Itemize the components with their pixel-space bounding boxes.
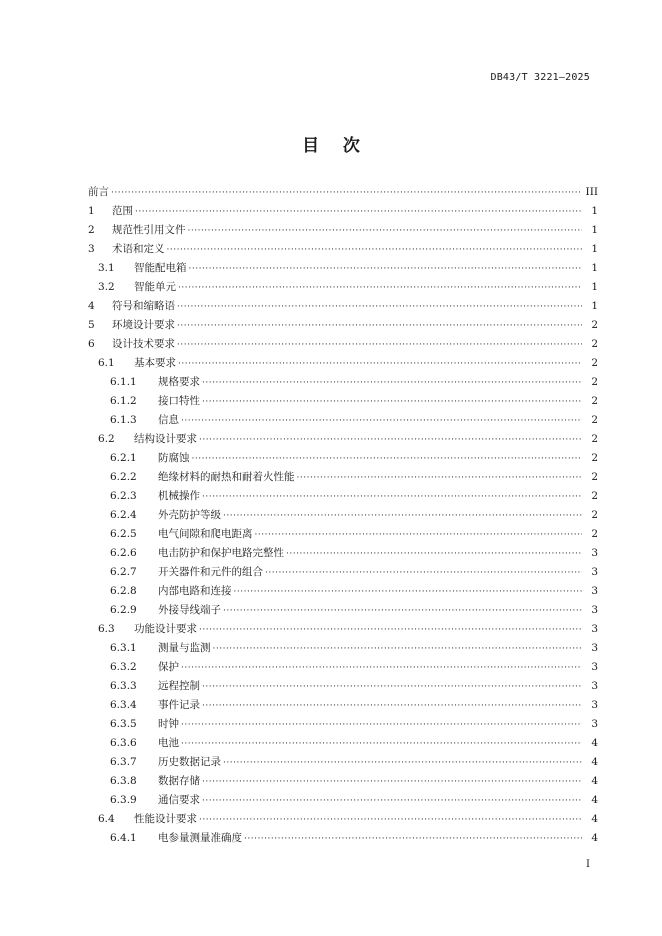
toc-entry-number: 6.3.2 [110,661,137,673]
toc-entry-page: 3 [591,661,598,673]
dot-leader [177,317,582,336]
toc-entry-title: 结构设计要求 [134,433,197,445]
dot-leader [177,336,582,355]
toc-entry[interactable] [88,696,598,715]
toc-entry[interactable] [88,506,598,525]
toc-entry-title: 规格要求 [158,376,200,388]
toc-entry-title: 规范性引用文件 [112,224,186,236]
dot-leader [181,735,582,754]
toc-entry-page: 1 [591,262,598,274]
toc-entry-title: 接口特性 [158,395,200,407]
toc-entry[interactable] [88,658,598,677]
toc-entry[interactable] [88,791,598,810]
toc-entry-number: 6.2.1 [110,452,137,464]
toc-entry-page: 3 [591,604,598,616]
dot-leader [234,583,583,602]
toc-entry-number: 6.1.3 [110,414,137,426]
dot-leader [213,640,583,659]
toc-entry-page: 3 [591,623,598,635]
toc-entry-title: 外壳防护等级 [158,509,221,521]
dot-leader [202,678,582,697]
toc-entry-title: 保护 [158,661,179,673]
dot-leader [199,811,582,830]
toc-entry-page: 3 [591,718,598,730]
dot-leader [192,450,583,469]
dot-leader [181,716,582,735]
toc-entry-title: 基本要求 [134,357,176,369]
toc-entry[interactable] [88,544,598,563]
toc-entry-number: 6.2 [98,433,115,445]
toc-entry-title: 电击防护和保护电路完整性 [158,547,284,559]
toc-entry-number: 4 [88,300,95,312]
toc-entry-number: 5 [88,319,95,331]
toc-entry-page: 2 [591,395,598,407]
toc-entry-page: 2 [591,319,598,331]
toc-entry-number: 6.3.4 [110,699,137,711]
toc-entry[interactable] [88,449,598,468]
toc-entry-page: 2 [591,338,598,350]
toc-entry-number: 6.4.1 [110,832,137,844]
dot-leader [244,830,582,849]
toc-entry-number: 6.1.2 [110,395,137,407]
dot-leader [255,526,583,545]
toc-entry[interactable] [88,278,598,297]
toc-entry-page: 2 [591,490,598,502]
toc-entry-page: 2 [591,471,598,483]
toc-entry-title: 时钟 [158,718,179,730]
toc-entry-number: 3.1 [98,262,115,274]
toc-entry-page: 2 [591,414,598,426]
dot-leader [189,260,583,279]
toc-entry-number: 6.3.7 [110,756,137,768]
toc-entry-number: 6.2.2 [110,471,137,483]
toc-entry-title: 数据存储 [158,775,200,787]
toc-entry[interactable] [88,829,598,848]
toc-entry-page: 2 [591,509,598,521]
toc-entry[interactable] [88,639,598,658]
dot-leader [202,697,582,716]
toc-entry[interactable] [88,753,598,772]
toc-entry-title: 历史数据记录 [158,756,221,768]
toc-entry-title: 电气间隙和爬电距离 [158,528,253,540]
toc-entry-number: 6.3 [98,623,115,635]
dot-leader [223,754,582,773]
toc-entry-page: 4 [591,737,598,749]
page-number: I [586,859,590,870]
dot-leader [181,412,582,431]
dot-leader [199,431,582,450]
toc-entry-title: 范围 [112,205,133,217]
toc-entry-title: 电池 [158,737,179,749]
toc-entry[interactable] [88,202,598,221]
toc-entry[interactable] [88,316,598,335]
toc-entry[interactable] [88,601,598,620]
toc-entry-title: 设计技术要求 [112,338,175,350]
toc-entry-page: 4 [591,813,598,825]
toc-entry[interactable] [88,354,598,373]
toc-entry[interactable] [88,183,598,202]
dot-leader [167,241,583,260]
toc-entry-number: 6.1.1 [110,376,137,388]
toc-entry[interactable] [88,240,598,259]
toc-entry-number: 6.2.3 [110,490,137,502]
toc-entry-number: 6.2.7 [110,566,137,578]
toc-entry[interactable] [88,734,598,753]
page-title: 目 次 [302,136,360,156]
toc-entry-page: 3 [591,585,598,597]
toc-entry-page: 3 [591,699,598,711]
toc-entry-title: 术语和定义 [112,243,165,255]
toc-entry-page: 2 [591,357,598,369]
toc-entry-title: 绝缘材料的耐热和耐着火性能 [158,471,295,483]
toc-entry-page: 1 [591,224,598,236]
toc-entry-number: 6.3.8 [110,775,137,787]
toc-entry-number: 6.2.5 [110,528,137,540]
toc-entry-page: 2 [591,452,598,464]
dot-leader [202,374,582,393]
dot-leader [202,393,582,412]
toc-entry-number: 6.3.9 [110,794,137,806]
toc-entry-page: 1 [591,300,598,312]
toc-entry-number: 6.3.3 [110,680,137,692]
toc-entry[interactable] [88,563,598,582]
dot-leader [265,564,582,583]
toc-entry-title: 符号和缩略语 [112,300,175,312]
toc-entry-page: 2 [591,433,598,445]
dot-leader [202,792,582,811]
toc-entry-title: 外接导线端子 [158,604,221,616]
toc-entry-page: III [585,186,598,198]
toc-entry-number: 6.2.8 [110,585,137,597]
toc-entry-page: 1 [591,205,598,217]
toc-entry-page: 3 [591,547,598,559]
toc-entry-title: 前言 [88,186,109,198]
toc-entry[interactable] [88,392,598,411]
toc-entry-title: 环境设计要求 [112,319,175,331]
toc-entry-number: 3 [88,243,95,255]
document-code: DB43/T 3221—2025 [490,72,590,83]
dot-leader [178,355,582,374]
toc-entry-title: 内部电路和连接 [158,585,232,597]
dot-leader [202,488,582,507]
toc-entry-page: 2 [591,376,598,388]
dot-leader [297,469,583,488]
toc-entry-title: 信息 [158,414,179,426]
toc-entry-number: 6.3.5 [110,718,137,730]
toc-entry-title: 远程控制 [158,680,200,692]
toc-entry[interactable] [88,525,598,544]
toc-entry-number: 6.2.6 [110,547,137,559]
toc-entry-page: 2 [591,528,598,540]
toc-entry[interactable] [88,259,598,278]
toc-entry[interactable] [88,297,598,316]
toc-entry-title: 电参量测量准确度 [158,832,242,844]
toc-entry-number: 6.2.4 [110,509,137,521]
toc-entry-page: 1 [591,243,598,255]
dot-leader [199,621,582,640]
toc-entry-page: 3 [591,680,598,692]
toc-entry[interactable] [88,620,598,639]
dot-leader [135,203,582,222]
toc-entry-title: 开关器件和元件的组合 [158,566,263,578]
toc-entry[interactable] [88,430,598,449]
toc-entry-page: 4 [591,832,598,844]
toc-entry-number: 6.2.9 [110,604,137,616]
toc-entry-page: 1 [591,281,598,293]
toc-entry[interactable] [88,677,598,696]
toc-entry-title: 智能单元 [134,281,176,293]
toc-entry-title: 事件记录 [158,699,200,711]
dot-leader [223,507,582,526]
dot-leader [111,184,582,203]
toc-entry[interactable] [88,810,598,829]
toc-entry-title: 测量与监测 [158,642,211,654]
toc-entry[interactable] [88,487,598,506]
toc-entry[interactable] [88,468,598,487]
toc-entry-page: 3 [591,642,598,654]
toc-entry[interactable] [88,373,598,392]
toc-entry-page: 4 [591,756,598,768]
toc-entry-title: 防腐蚀 [158,452,190,464]
dot-leader [202,773,582,792]
toc-entry-title: 智能配电箱 [134,262,187,274]
toc-entry-number: 2 [88,224,95,236]
toc-entry-number: 6.4 [98,813,115,825]
toc-entry[interactable] [88,411,598,430]
toc-entry-title: 通信要求 [158,794,200,806]
toc-entry[interactable] [88,582,598,601]
toc-entry[interactable] [88,715,598,734]
toc-entry-title: 性能设计要求 [134,813,197,825]
toc-entry[interactable] [88,221,598,240]
toc-entry-number: 1 [88,205,95,217]
toc-entry-page: 3 [591,566,598,578]
toc-entry[interactable] [88,772,598,791]
table-of-contents [88,183,598,848]
toc-entry[interactable] [88,335,598,354]
toc-entry-page: 4 [591,794,598,806]
dot-leader [286,545,582,564]
toc-entry-title: 功能设计要求 [134,623,197,635]
toc-entry-number: 6.1 [98,357,115,369]
toc-entry-number: 6 [88,338,95,350]
dot-leader [178,279,582,298]
dot-leader [188,222,583,241]
dot-leader [223,602,582,621]
toc-entry-number: 3.2 [98,281,115,293]
toc-entry-page: 4 [591,775,598,787]
dot-leader [177,298,582,317]
toc-entry-number: 6.3.1 [110,642,137,654]
toc-entry-title: 机械操作 [158,490,200,502]
dot-leader [181,659,582,678]
toc-entry-number: 6.3.6 [110,737,137,749]
